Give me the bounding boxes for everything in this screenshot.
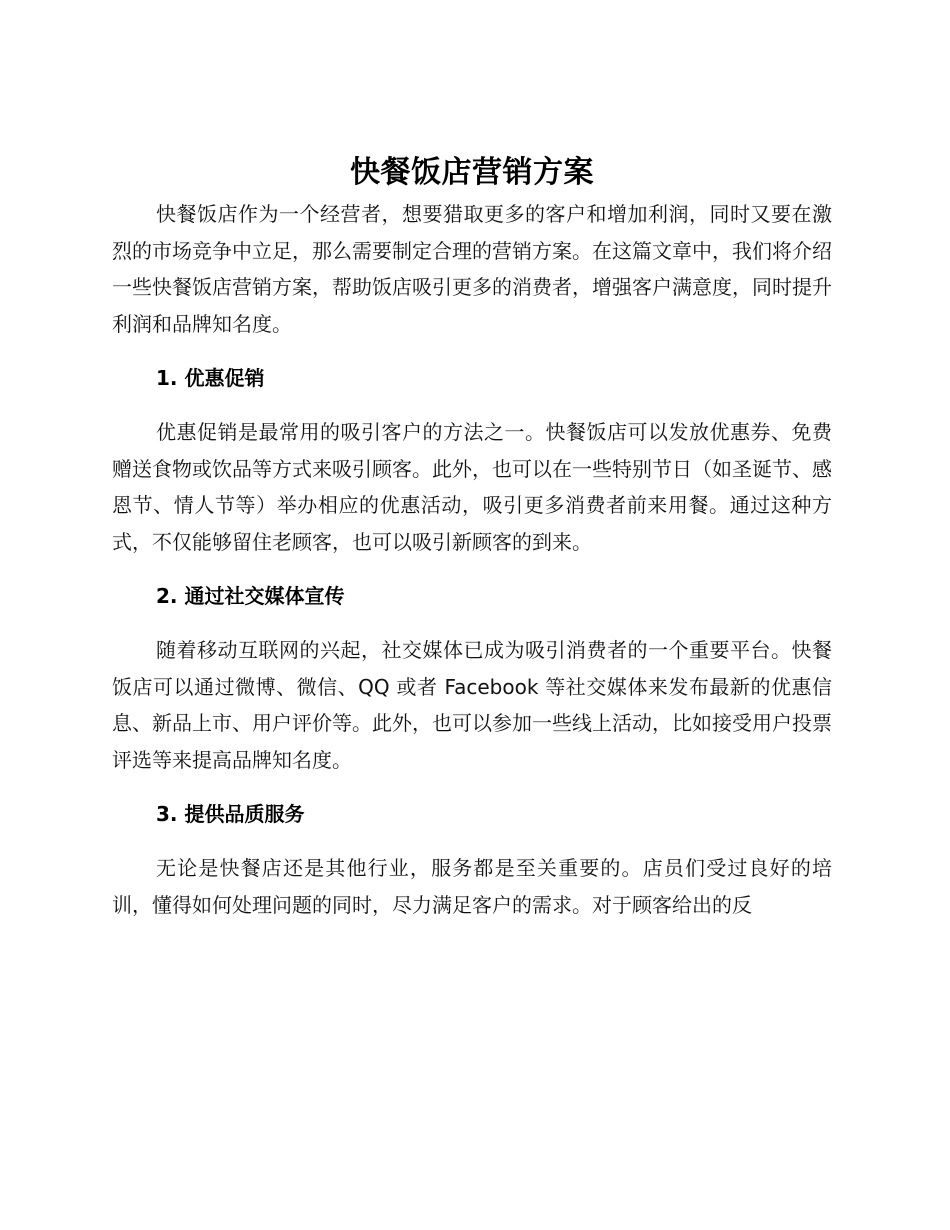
section-heading-social-media: 2. 通过社交媒体宣传: [156, 584, 345, 608]
section-body-social-media: 随着移动互联网的兴起，社交媒体已成为吸引消费者的一个重要平台。快餐饭店可以通过微博、微信、QQ 或者 Facebook 等社交媒体来发布最新的优惠信息、新品上市、用户评价等。此外，也可以参加一些线上活动，比如接受用户投票评选等来提高品牌知名度。: [112, 638, 832, 772]
document-page: [112, 150, 832, 923]
intro-paragraph: 快餐饭店作为一个经营者，想要猎取更多的客户和增加利润，同时又要在激烈的市场竞争中立足，那么需要制定合理的营销方案。在这篇文章中，我们将介绍一些快餐饭店营销方案，帮助饭店吸引更多的消费者，增强客户满意度，同时提升利润和品牌知名度。: [112, 202, 832, 336]
section-heading-discount-promotion: 1. 优惠促销: [156, 366, 265, 390]
spacer: [112, 342, 832, 360]
spacer: [112, 778, 832, 796]
spacer: [112, 832, 832, 850]
section-body-quality-service: 无论是快餐店还是其他行业，服务都是至关重要的。店员们受过良好的培训，懂得如何处理问题的同时，尽力满足客户的需求。对于顾客给出的反: [112, 856, 832, 917]
spacer: [112, 614, 832, 632]
spacer: [112, 560, 832, 578]
spacer: [112, 396, 832, 414]
section-heading-quality-service: 3. 提供品质服务: [156, 802, 305, 826]
document-title: 快餐饭店营销方案: [350, 155, 594, 190]
section-body-discount-promotion: 优惠促销是最常用的吸引客户的方法之一。快餐饭店可以发放优惠券、免费赠送食物或饮品等方式来吸引顾客。此外，也可以在一些特别节日（如圣诞节、感恩节、情人节等）举办相应的优惠活动，吸引更多消费者前来用餐。通过这种方式，不仅能够留住老顾客，也可以吸引新顾客的到来。: [112, 420, 832, 554]
